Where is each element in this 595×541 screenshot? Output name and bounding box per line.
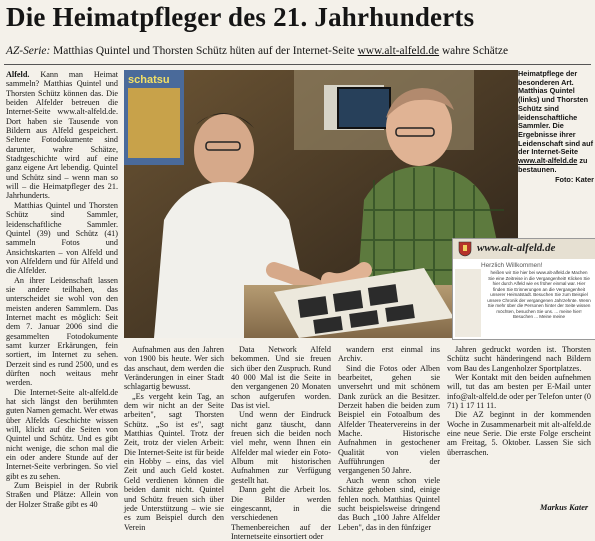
dateline: Alfeld. bbox=[6, 70, 41, 79]
subline-url[interactable]: www.alt-alfeld.de bbox=[357, 45, 440, 57]
article-paragraph bbox=[6, 201, 118, 276]
website-welcome: Herzlich Willkommen! bbox=[481, 262, 543, 269]
article-paragraph bbox=[124, 345, 224, 392]
caption-url[interactable]: www.alt-alfeld.de bbox=[518, 156, 578, 166]
crest-icon bbox=[457, 241, 473, 257]
website-text: heißen wir Sie hier bei www.alt-alfeld.de Machen Sie eine Zeitreise in die Vergangenheit! Klicken Sie hier durch Alfeld wie es früher einmal war. Hier finden Sie Erinnerungen an die Vergangenheit unserer Heimatstadt. Besuchen Sie zum Beispiel unsere Chronik der vergangenen Jahrzehnte. Wenn Sie mehr über die Personen hinter der Seite wissen möchten, besuchen Sie uns. ... meine hier! Besuchen ... Meine meine bbox=[487, 270, 591, 319]
website-menu bbox=[455, 269, 481, 337]
article-paragraph bbox=[6, 70, 118, 201]
paragraph-text: Matthias Quintel und Thorsten Schütz sind Sammler, leidenschaftliche Sammler. Quintel (39) und Schütz (41) sammeln Fotos und Ansichtskarten – von Alfeld und von Alfeldern und für Alfeld und die Alfelder. bbox=[6, 200, 118, 276]
article-paragraph bbox=[231, 410, 331, 485]
article-paragraph bbox=[231, 345, 331, 410]
subline-tail: wahre Schätze bbox=[441, 45, 509, 57]
article-paragraph bbox=[338, 476, 440, 532]
photo-credit: Foto: Kater bbox=[555, 175, 594, 185]
caption-tail: zu bestaunen. bbox=[518, 156, 588, 174]
paragraph-text: Und wenn der Eindruck nicht ganz täuscht, dann freuen sich die beiden noch viel mehr, wenn Ihnen ein Alfelder mal wieder ein Foto-Album mit historischen Aufnahmen zur Verfügung gestellt hat. bbox=[231, 410, 331, 485]
paragraph-text: Die AZ beginnt in der kommenden Woche in Zusammenarbeit mit alt-alfeld.de eine neue Serie. Die erste Folge erscheint am Freitag, 5. Oktober. Lassen Sie sich überraschen. bbox=[447, 410, 591, 457]
paragraph-text: Jahren gedruckt worden ist. Thorsten Schütz sucht händeringend nach Bildern vom Bau des Langenholzer Sportplatzes. bbox=[447, 345, 591, 373]
paragraph-text: Sind die Fotos oder Alben bearbeitet, gehen sie unversehrt und mit schönem Dank zurück an die Besitzer. Derzeit haben die beiden zum Beispiel ein Fotoalbum des Alfelder Theatervereins in der Mache. Historische Aufnahmen in gestochener Qualität von vielen Aufführungen der vergangenen 50 Jahre. bbox=[338, 363, 440, 476]
divider bbox=[4, 64, 591, 65]
subline-text: Matthias Quintel und Thorsten Schütz hüten auf der Internet-Seite bbox=[53, 45, 355, 57]
paragraph-text: Wer Kontakt mit den beiden aufnehmen will, tut das am besten per E-Mail unter info@alt-alfeld.de oder per Telefon unter (0 71) 1 17 11 11. bbox=[447, 373, 591, 411]
paragraph-text: An ihrer Leidenschaft lassen sie andere teilhaben, das unterscheidet sie wohl von den meisten anderen Sammlern. Das Internet macht es möglich: Seit dem 7. Januar 2006 sind die gesammelten Fotodokumente samt kurzer Erkärungen, fein sortiert, im Internet zu sehen. Derzeit sind es rund 2500, und es dürften noch weitaus mehr werden. bbox=[6, 275, 118, 388]
poster-sign: schatsu bbox=[128, 74, 170, 86]
paragraph-text: Dann geht die Arbeit los. Die Bilder werden eingescannt, in die verschiedenen Themenbereichen auf der Internetseite einsortiert oder bbox=[231, 485, 331, 541]
series-tag: AZ-Serie: bbox=[6, 45, 51, 57]
article-paragraph bbox=[338, 345, 440, 364]
website-inset bbox=[452, 238, 595, 340]
subline bbox=[6, 44, 591, 58]
website-url: www.alt-alfeld.de bbox=[477, 242, 556, 254]
paragraph-text: Kann man Heimat sammeln? Matthias Quintel und Thorsten Schütz können das. Die beiden Alfelder betreuen die Internet-Seite www.alt-alfeld.de. Dort haben sie Tausende von Bildern aus Alfeld gespeichert. Seltene Fotodokumente sind darunter, wahre Schätze, Stadtgeschichte wird auf eine ganz eigene Art lebendig. Quintel und Schütz sind – wenn man so will – die Heimatpfleger des 21. Jahrhunderts. bbox=[6, 70, 118, 201]
paragraph-text: wandern erst einmal ins Archiv. bbox=[338, 345, 440, 364]
article-paragraph bbox=[6, 276, 118, 388]
paragraph-text: Die Internet-Seite alt-alfeld.de hat sich längst den berühmten guten Namen gemacht. Wer etwas über Alfelds Geschichte wissen will, klickt auf die Seiten von Quintel und Schütz. Und es gibt nicht wenige, die schon mal die ein oder andere Stunde auf der Internet-Seite verbringen. So viel gibt es zu sehen. bbox=[6, 387, 118, 481]
website-header bbox=[453, 239, 595, 259]
caption-text: Heimatpflege der besonderen Art. Matthias Quintel (links) und Thorsten Schütz sind leidenschaftliche Sammler. Die Ergebnisse ihrer Leidenschaft sind auf der Internet-Seite bbox=[518, 69, 594, 157]
article-column-3 bbox=[231, 345, 331, 541]
paragraph-text: „Es vergeht kein Tag, an dem wir nicht an der Seite arbeiten", sagt Thorsten Schütz. „So ist es", sagt Matthias Quintel. Trotz der Zeit, trotz der vielen Arbeit: Die Internet-Seite ist für beide ein Hobby – eins, das viel Zeit und auch Geld kostet. Geld verdienen können die beiden damit nicht. Quintel und Schütz freuen sich über jede Unterstützung – wie sie es zum Beispiel durch den Verein bbox=[124, 391, 224, 532]
article-paragraph bbox=[338, 364, 440, 476]
paragraph-text: Data Network Alfeld bekommen. Und sie freuen sich über den Zuspruch. Rund 40 000 Mal ist die Seite in den vergangenen 20 Monaten schon aufgerufen worden. Das ist viel. bbox=[231, 345, 331, 411]
paragraph-text: Auch wenn schon viele Schätze gehoben sind, einige fehlen noch. Matthias Quintel sucht beispielsweise dringend das Buch „100 Jahre Alfelder Leben", das in den fünfziger bbox=[338, 475, 440, 532]
article-column-1 bbox=[6, 70, 118, 509]
article-paragraph bbox=[447, 410, 591, 457]
article-paragraph bbox=[447, 345, 591, 373]
headline: Die Heimatpfleger des 21. Jahrhunderts bbox=[6, 2, 475, 32]
article-paragraph bbox=[6, 388, 118, 481]
article-column-2 bbox=[124, 345, 224, 532]
article-column-5 bbox=[447, 345, 591, 457]
paragraph-text: Zum Beispiel in der Rubrik Straßen und Plätze: Allein von der Holzer Straße gibt es 40 bbox=[6, 481, 118, 509]
article-paragraph bbox=[124, 392, 224, 532]
article-paragraph bbox=[6, 481, 118, 509]
author-signature: Markus Kater bbox=[540, 503, 589, 512]
paragraph-text: Aufnahmen aus den Jahren von 1900 bis heute. Wer sich das anschaut, dem werden die Veränderungen in einer Stadt schlagartig bewusst. bbox=[124, 345, 224, 392]
article-column-4 bbox=[338, 345, 440, 532]
article-paragraph bbox=[447, 373, 591, 410]
article-paragraph bbox=[231, 485, 331, 541]
photo-caption bbox=[518, 70, 594, 236]
